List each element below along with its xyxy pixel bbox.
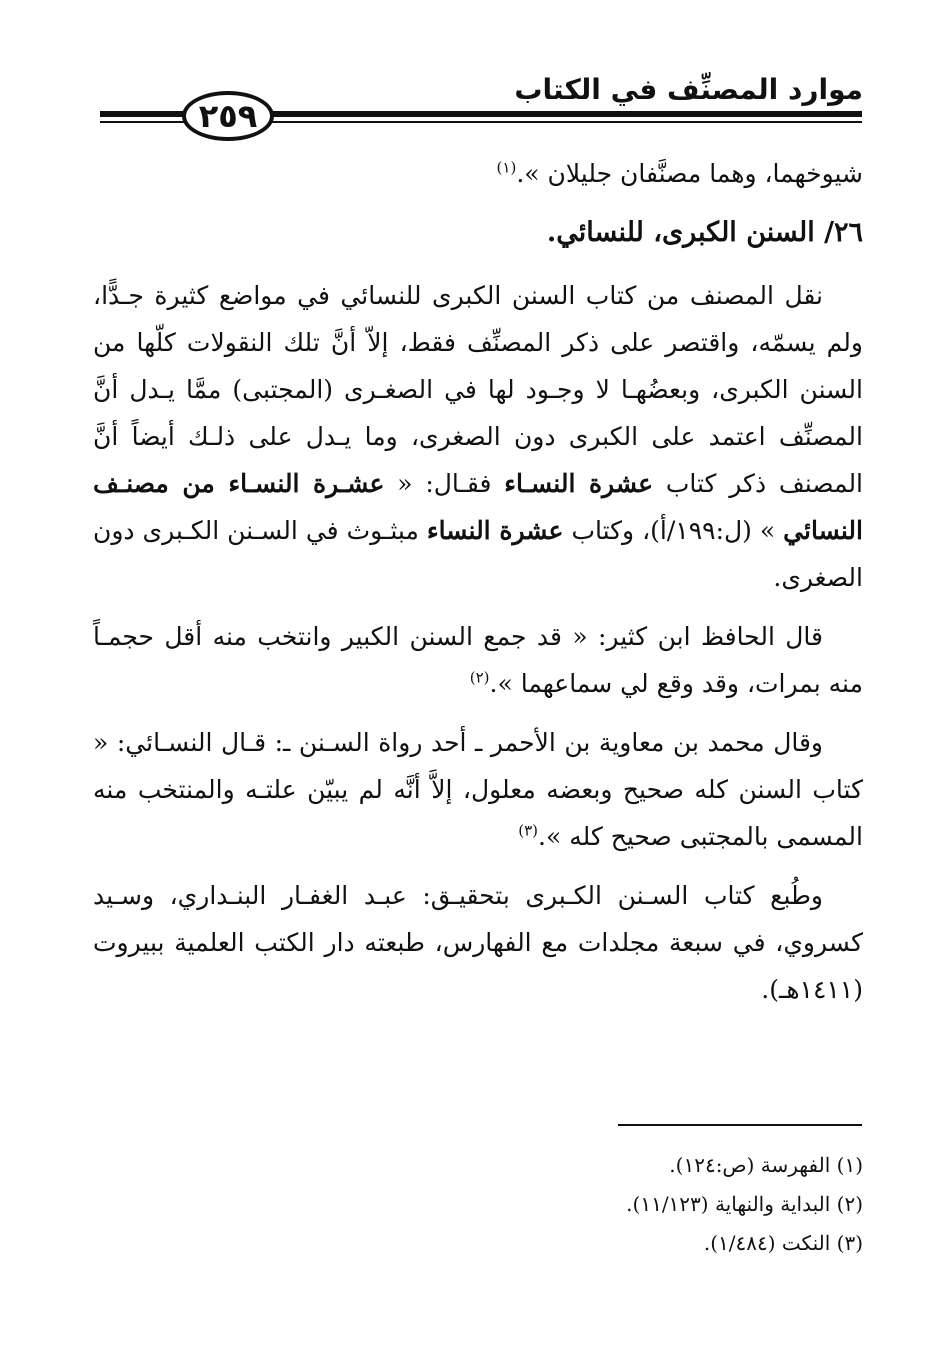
page-number: ٢٥٩ bbox=[182, 91, 274, 141]
footnote-3: (٣) النكت (١/٤٨٤). bbox=[703, 1231, 863, 1255]
footnote-ref-3: (٣) bbox=[518, 821, 539, 840]
paragraph-1-text-c: فقـال: « bbox=[384, 469, 505, 498]
main-text bbox=[93, 150, 863, 1025]
paragraph-1-bold-3: عشرة النساء bbox=[426, 516, 564, 545]
footnote-ref-2: (٢) bbox=[469, 668, 490, 687]
paragraph-3-text: وقال محمد بن معاوية بن الأحمر ـ أحد رواة السـنن ـ: قـال النسـائي: « كتاب السنن كله صحيح وبعضه معلول، إلاَّ أنَّه لم يبيّن علتـه والمنتخب منه المسمى بالمجتبى صحيح كله ». bbox=[93, 728, 863, 851]
paragraph-1-text-a: نقل المصنف من كتاب السنن الكبرى للنسائي في مواضع كثيرة جـدًّا، ولم يسمّه، واقتصر على ذكر المصنِّف فقط، إلاّ أنَّ تلك النقولات كلّها من السنن الكبرى، وبعضُهـا لا وجـود لها في الصغـرى (المجتبى) ممَّا يـدل أنَّ المصنِّف اعتمد على الكبرى دون الصغرى، وما يـدل على ذلـك أيضاً أنَّ المصنف ذكر كتاب bbox=[93, 281, 864, 498]
paragraph-4-text: وطُبع كتاب السـنن الكـبرى بتحقيـق: عبـد الغفـار البنـداري، وسـيد كسروي، في سبعة مجلدات مع الفهارس، طبعته دار الكتب العلمية ببيروت (١٤١١هـ). bbox=[93, 881, 863, 1004]
footnote-separator bbox=[618, 1124, 862, 1126]
footnote-2: (٢) البداية والنهاية (١١/١٢٣). bbox=[626, 1192, 863, 1216]
footnote-1: (١) الفهرسة (ص:١٢٤). bbox=[669, 1153, 863, 1177]
paragraph-1-bold-1: عشرة النسـاء bbox=[504, 469, 654, 498]
intro-text: شيوخهما، وهما مصنَّفان جليلان ». bbox=[516, 159, 863, 188]
footnotes bbox=[93, 1146, 863, 1263]
paragraph-1-bold-2: عشـرة النسـاء من مصنـف النسائي bbox=[93, 469, 863, 545]
paragraph-2-text: قال الحافظ ابن كثير: « قد جمع السنن الكبير وانتخب منه أقل حجمـاً منه بمرات، وقد وقع لي سماعهما ». bbox=[93, 622, 863, 698]
paragraph-2 bbox=[93, 613, 863, 707]
section-heading: ٢٦/ السنن الكبرى، للنسائي. bbox=[546, 217, 863, 248]
intro-paragraph bbox=[93, 150, 863, 197]
paragraph-1 bbox=[93, 272, 863, 601]
paragraph-3 bbox=[93, 719, 863, 860]
paragraph-1-text-d: » (ل:١٩٩/أ)، وكتاب bbox=[563, 516, 784, 545]
paragraph-1-text-e: مبثـوث في السـنن الكـبرى دون الصغرى. bbox=[93, 516, 863, 592]
running-header-title: موارد المصنِّف في الكتاب bbox=[514, 73, 863, 106]
paragraph-4 bbox=[93, 872, 863, 1013]
footnote-ref-1: (١) bbox=[496, 158, 517, 177]
